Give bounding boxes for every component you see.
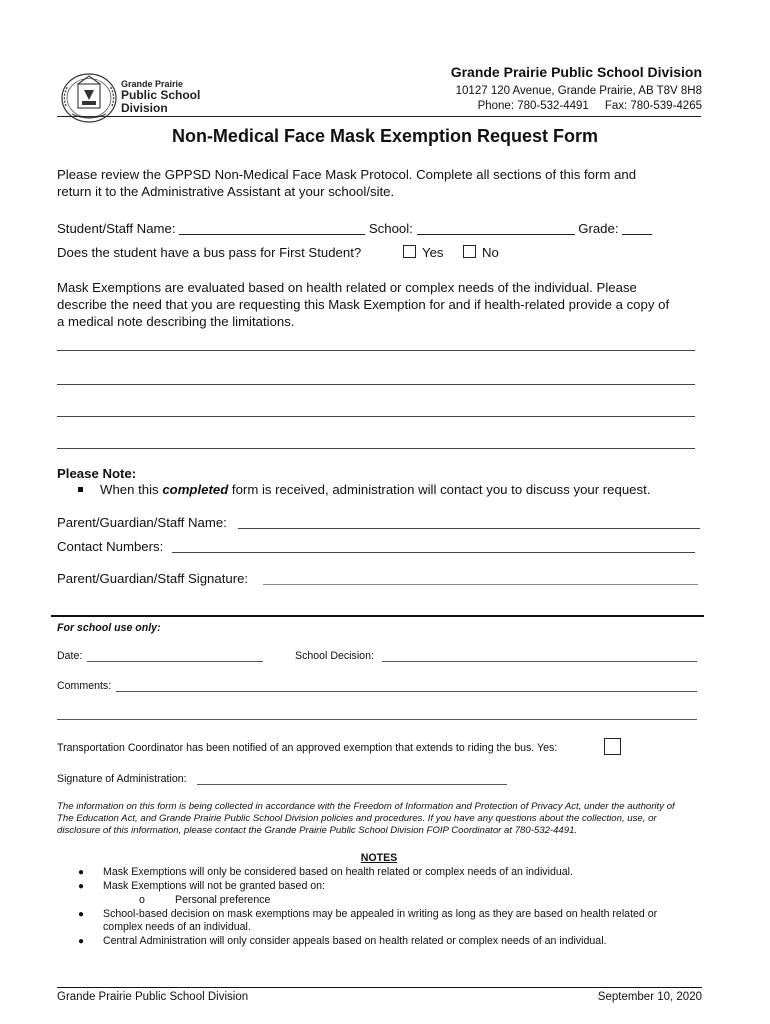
comments-field-line-2[interactable] xyxy=(57,719,697,720)
division-contact-block xyxy=(451,64,702,114)
school-label: School: xyxy=(368,221,413,236)
school-decision-field[interactable] xyxy=(382,661,697,662)
bus-pass-yes-checkbox[interactable] xyxy=(403,245,416,258)
foip-line-1: The information on this form is being collected in accordance with the Freedom of Information and Protection of Privacy Act, under the authority of xyxy=(57,801,675,812)
foip-notice xyxy=(57,801,675,837)
school-decision-label: School Decision: xyxy=(295,650,374,662)
division-phone: Phone: 780-532-4491 xyxy=(477,100,589,112)
school-field[interactable] xyxy=(417,222,575,235)
response-line-2[interactable] xyxy=(57,384,695,385)
note-item-2: Mask Exemptions will not be granted based on: xyxy=(103,880,326,892)
note-item-3-line-2: complex needs of an individual. xyxy=(103,921,251,933)
bus-pass-no xyxy=(463,244,499,261)
instructions-line-2: describe the need that you are requesting this Mask Exemption for and if health-related provide a copy of xyxy=(57,297,670,312)
guardian-name-field[interactable] xyxy=(238,528,700,529)
note-sub-bullet: o xyxy=(139,894,145,906)
bus-pass-no-label: No xyxy=(482,245,499,260)
division-address: 10127 120 Avenue, Grande Prairie, AB T8V 8H8 xyxy=(455,85,702,97)
intro-line-2: return it to the Administrative Assistant at your school/site. xyxy=(57,184,395,199)
please-note-text-pre: When this xyxy=(100,482,163,497)
round-bullet-icon: ● xyxy=(78,909,85,920)
school-use-heading: For school use only: xyxy=(57,622,161,634)
student-name-label: Student/Staff Name: xyxy=(57,221,176,236)
note-item-1: Mask Exemptions will only be considered based on health related or complex needs of an individual. xyxy=(103,866,573,878)
date-field[interactable] xyxy=(87,661,263,662)
response-line-3[interactable] xyxy=(57,416,695,417)
comments-label: Comments: xyxy=(57,680,112,692)
guardian-signature-field[interactable] xyxy=(263,584,698,585)
contact-numbers-field[interactable] xyxy=(172,552,695,553)
foip-line-2: The Education Act, and Grande Prairie Public School Division policies and procedures. If you have any questions about the collection, use, or xyxy=(57,813,657,824)
bus-pass-no-checkbox[interactable] xyxy=(463,245,476,258)
please-note-text-post: form is received, administration will contact you to discuss your request. xyxy=(228,482,651,497)
division-name: Grande Prairie Public School Division xyxy=(450,64,702,80)
school-crest-icon xyxy=(58,70,120,126)
instructions-line-3: a medical note describing the limitations. xyxy=(57,314,295,329)
bus-pass-yes-label: Yes xyxy=(422,245,444,260)
note-item-2-sub: Personal preference xyxy=(175,894,271,906)
intro-paragraph xyxy=(57,166,636,200)
please-note-heading: Please Note: xyxy=(57,466,137,481)
footer-organization: Grande Prairie Public School Division xyxy=(57,991,249,1003)
transport-notice: Transportation Coordinator has been notified of an approved exemption that extends to riding the bus. Yes: xyxy=(57,742,558,754)
admin-signature-label: Signature of Administration: xyxy=(57,773,187,785)
bus-pass-question: Does the student have a bus pass for First Student? xyxy=(57,245,362,260)
date-label: Date: xyxy=(57,650,83,662)
student-name-field[interactable] xyxy=(179,222,365,235)
square-bullet-icon xyxy=(78,487,83,492)
intro-line-1: Please review the GPPSD Non-Medical Face Mask Protocol. Complete all sections of this form and xyxy=(57,167,637,182)
notes-heading: NOTES xyxy=(360,852,398,864)
note-item-4: Central Administration will only consider appeals based on health related or complex needs of an individual. xyxy=(103,935,607,947)
student-info-row xyxy=(57,220,652,237)
round-bullet-icon: ● xyxy=(78,936,85,947)
division-fax: Fax: 780-539-4265 xyxy=(604,100,702,112)
grade-label: Grade: xyxy=(578,221,619,236)
transport-yes-checkbox[interactable] xyxy=(604,738,621,755)
instructions-line-1: Mask Exemptions are evaluated based on health related or complex needs of the individual. Please xyxy=(57,280,637,295)
footer-date: September 10, 2020 xyxy=(597,991,702,1003)
logo-line-1: Grande Prairie xyxy=(121,79,184,89)
guardian-name-label: Parent/Guardian/Staff Name: xyxy=(57,515,227,530)
contact-numbers-label: Contact Numbers: xyxy=(57,539,164,554)
note-item-3-line-1: School-based decision on mask exemptions may be appealed in writing as long as they are based on health related or xyxy=(103,908,658,920)
please-note-bullet xyxy=(78,481,650,498)
response-line-1[interactable] xyxy=(57,350,695,351)
bus-pass-yes xyxy=(403,244,444,261)
foip-line-3: disclosure of this information, please contact the Grande Prairie Public School Division FOIP Coordinator at 780-532-4491. xyxy=(57,825,578,836)
logo-line-3: Division xyxy=(121,101,168,115)
school-use-divider xyxy=(51,615,704,617)
logo-line-2: Public School xyxy=(121,88,201,102)
grade-field[interactable] xyxy=(622,222,652,235)
round-bullet-icon: ● xyxy=(78,867,85,878)
response-line-4[interactable] xyxy=(57,448,695,449)
guardian-signature-label: Parent/Guardian/Staff Signature: xyxy=(57,571,249,586)
footer-divider xyxy=(57,987,702,988)
form-title: Non-Medical Face Mask Exemption Request Form xyxy=(171,126,599,146)
please-note-emphasis: completed xyxy=(162,482,229,497)
comments-field[interactable] xyxy=(116,691,697,692)
round-bullet-icon: ● xyxy=(78,881,85,892)
header-divider xyxy=(57,116,701,117)
exemption-instructions xyxy=(57,279,669,330)
admin-signature-field[interactable] xyxy=(197,784,507,785)
logo-wordmark xyxy=(121,79,200,115)
